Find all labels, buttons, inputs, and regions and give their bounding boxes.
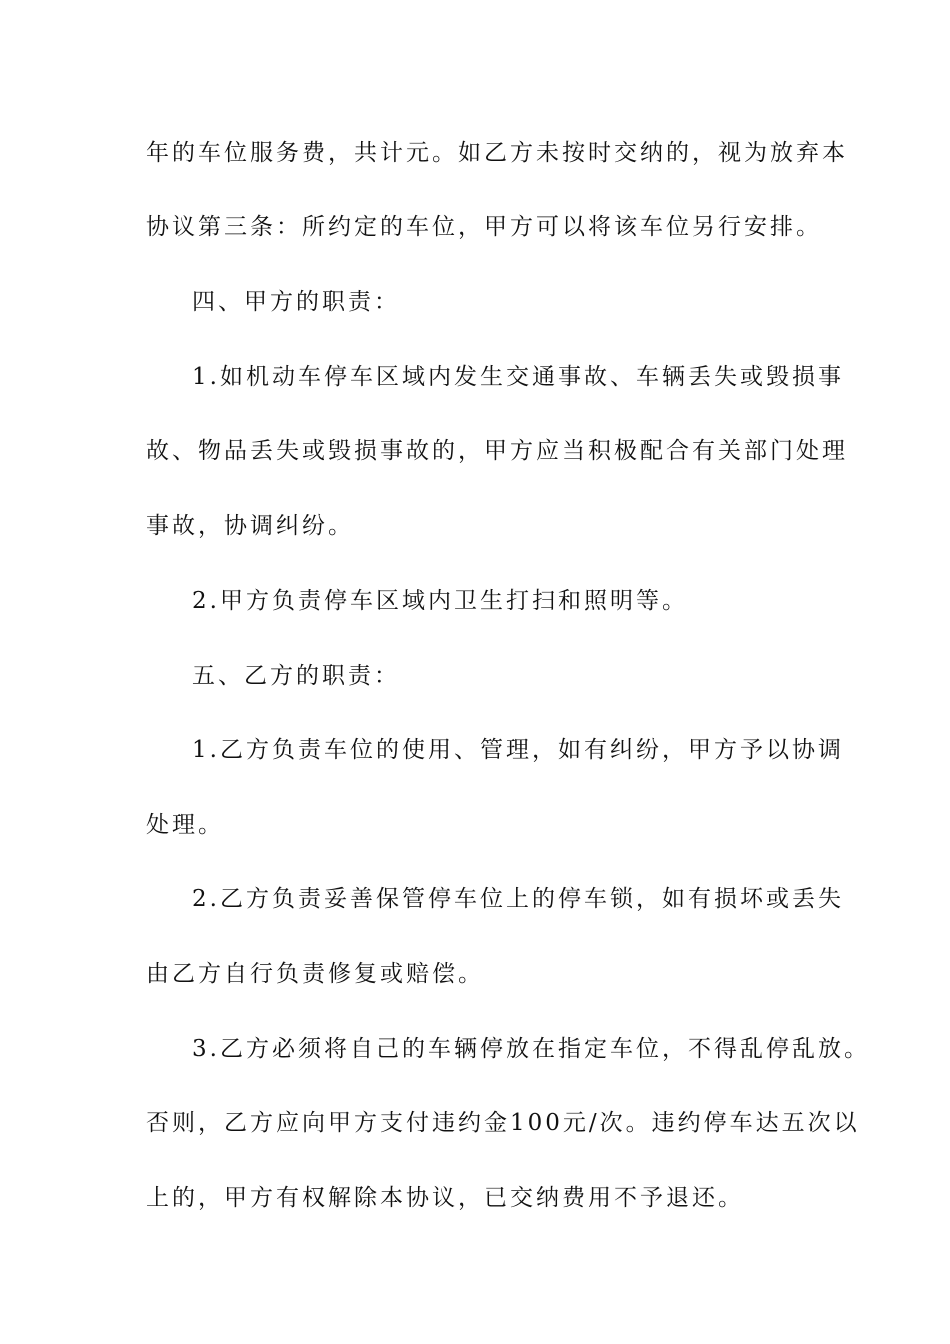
text-line: 上的，甲方有权解除本协议，已交纳费用不予退还。 (146, 1185, 744, 1211)
text-line: 协议第三条：所约定的车位，甲方可以将该车位另行安排。 (146, 214, 822, 240)
section-heading: 四、甲方的职责： (192, 289, 400, 315)
text-line: 1.如机动车停车区域内发生交通事故、车辆丢失或毁损事 (192, 364, 844, 390)
text-line: 1.乙方负责车位的使用、管理，如有纠纷，甲方予以协调 (192, 737, 844, 763)
text-line: 3.乙方必须将自己的车辆停放在指定车位，不得乱停乱放。 (192, 1036, 870, 1062)
text-line: 2.甲方负责停车区域内卫生打扫和照明等。 (192, 588, 688, 614)
text-line: 处理。 (146, 812, 224, 838)
text-line: 故、物品丢失或毁损事故的，甲方应当积极配合有关部门处理 (146, 438, 848, 464)
text-line: 2.乙方负责妥善保管停车位上的停车锁，如有损坏或丢失 (192, 886, 844, 912)
text-line: 年的车位服务费，共计元。如乙方未按时交纳的，视为放弃本 (146, 140, 848, 166)
text-line: 否则，乙方应向甲方支付违约金100元/次。违约停车达五次以 (146, 1110, 860, 1136)
section-heading: 五、乙方的职责： (192, 663, 400, 689)
text-line: 由乙方自行负责修复或赔偿。 (146, 961, 484, 987)
text-line: 事故，协调纠纷。 (146, 513, 354, 539)
